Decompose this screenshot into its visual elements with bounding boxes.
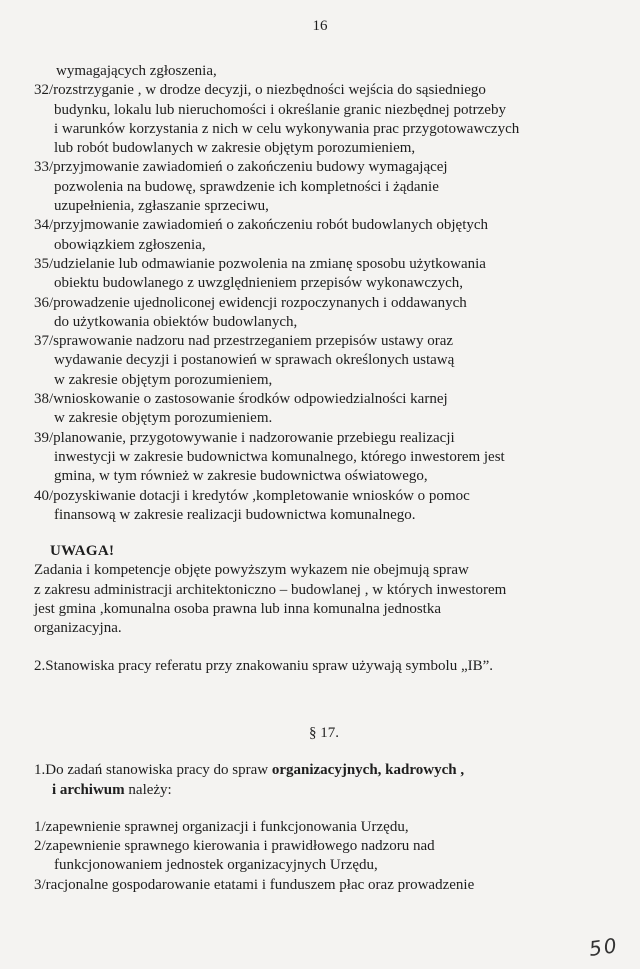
list-item-line: 36/prowadzenie ujednoliconej ewidencji rozpoczynanych i oddawanych: [34, 294, 467, 311]
duty-list: [34, 818, 614, 895]
section-intro-text: 1.Do zadań stanowiska pracy do spraw: [34, 762, 272, 779]
list-item: [34, 818, 614, 837]
section-intro-bold: organizacyjnych, kadrowych ,: [271, 762, 465, 779]
list-item-line: gmina, w tym również w zakresie budownictwa oświatowego,: [54, 468, 428, 485]
section-intro-bold-2: i archiwum: [52, 781, 125, 798]
list-item-line: 2/zapewnienie sprawnego kierowania i prawidłowego nadzoru nad: [34, 838, 435, 855]
list-item-line: finansową w zakresie realizacji budownictwa komunalnego.: [54, 506, 416, 523]
list-item: [34, 837, 614, 876]
list-item-line: 1/zapewnienie sprawnej organizacji i funkcjonowania Urzędu,: [34, 818, 409, 835]
symbol-note: 2.Stanowiska pracy referatu przy znakowaniu spraw używają symbolu „IB”.: [34, 657, 494, 674]
list-item-line: 35/udzielanie lub odmawianie pozwolenia na zmianę sposobu użytkowania: [34, 255, 486, 272]
list-item-line: 38/wnioskowanie o zastosowanie środków odpowiedzialności karnej: [34, 391, 448, 408]
list-item-line: pozwolenia na budowę, sprawdzenie ich kompletności i żądanie: [54, 178, 439, 195]
list-item-line: obiektu budowlanego z uwzględnieniem przepisów wykonawczych,: [54, 275, 464, 292]
warning-line: Zadania i kompetencje objęte powyższym wykazem nie obejmują spraw: [34, 562, 469, 579]
list-item-line: w zakresie objętym porozumieniem.: [54, 410, 273, 427]
page-number: 16: [312, 18, 328, 34]
warning-line: z zakresu administracji architektoniczno – budowlanej , w których inwestorem: [34, 581, 507, 598]
list-item: [34, 876, 614, 895]
list-item-line: lub robót budowlanych w zakresie objętym porozumieniem,: [54, 140, 416, 157]
section-title: § 17.: [309, 724, 339, 741]
warning-title: UWAGA!: [50, 543, 115, 560]
warning-line: organizacyjna.: [34, 620, 122, 637]
list-item-line: funkcjonowaniem jednostek organizacyjnych Urzędu,: [54, 857, 378, 874]
task-list: [34, 81, 614, 525]
list-item-line: inwestycji w zakresie budownictwa komunalnego, którego inwestorem jest: [54, 448, 505, 465]
list-item-line: do użytkowania obiektów budowlanych,: [54, 313, 298, 330]
list-item-line: 40/pozyskiwanie dotacji i kredytów ,kompletowanie wniosków o pomoc: [34, 487, 470, 504]
list-item-line: 34/przyjmowanie zawiadomień o zakończeniu robót budowlanych objętych: [34, 217, 489, 234]
handwritten-page-number: 50: [587, 933, 620, 961]
list-item-line: uzupełnienia, zgłaszanie sprzeciwu,: [54, 198, 269, 215]
list-item-line: budynku, lokalu lub nieruchomości i określanie granic niezbędnej potrzeby: [54, 101, 506, 118]
list-item: [34, 255, 614, 294]
section-intro: [34, 761, 614, 800]
list-item-line: 3/racjonalne gospodarowanie etatami i funduszem płac oraz prowadzenie: [34, 876, 475, 893]
list-item: [34, 429, 614, 487]
document-body: [34, 62, 614, 895]
list-item-line: 32/rozstrzyganie , w drodze decyzji, o niezbędności wejścia do sąsiedniego: [34, 82, 486, 99]
list-item-line: 37/sprawowanie nadzoru nad przestrzeganiem przepisów ustawy oraz: [34, 333, 454, 350]
list-item: [34, 81, 614, 158]
list-item-line: w zakresie objętym porozumieniem,: [54, 371, 273, 388]
list-item-line: 39/planowanie, przygotowywanie i nadzorowanie przebiegu realizacji: [34, 429, 455, 446]
warning-text: [34, 561, 614, 638]
list-item-line: 33/przyjmowanie zawiadomień o zakończeniu budowy wymagającej: [34, 159, 448, 176]
list-item-line: obowiązkiem zgłoszenia,: [54, 236, 206, 253]
list-continuation: wymagających zgłoszenia,: [56, 63, 217, 79]
list-item: [34, 332, 614, 390]
list-item-line: i warunków korzystania z nich w celu wykonywania prac przygotowawczych: [54, 120, 520, 137]
list-item: [34, 487, 614, 526]
list-item-line: wydawanie decyzji i postanowień w sprawach określonych ustawą: [54, 352, 455, 369]
list-item: [34, 390, 614, 429]
list-item: [34, 294, 614, 333]
list-item: [34, 158, 614, 216]
list-item: [34, 216, 614, 255]
section-intro-suffix: należy:: [124, 781, 172, 798]
warning-line: jest gmina ,komunalna osoba prawna lub inna komunalna jednostka: [34, 601, 441, 618]
